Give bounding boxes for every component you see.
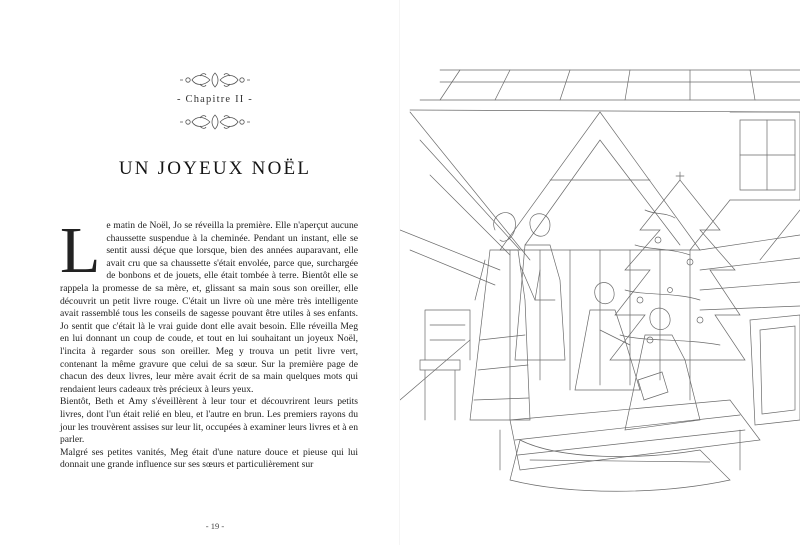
paragraph-1	[60, 214, 358, 396]
rafter-left	[410, 112, 530, 260]
paragraph-2: Bientôt, Beth et Amy s'éveillèrent à leur tour et découvrirent leurs petits livres, dont l'un était relié en bleu, et l'autre en brun. Les premiers rayons du jour les trouvèrent assises sur leur lit, occupées à examiner leurs livres et à en parler.	[60, 396, 358, 446]
chapter-body	[60, 214, 358, 472]
cabinet	[750, 315, 800, 425]
top-ornament-icon	[180, 70, 250, 90]
paragraph-1-text: e matin de Noël, Jo se réveilla la première. Elle n'aperçut aucune chaussette suspendue à la cheminée. Pendant un instant, elle se sentit aussi déçue que lorsque, bien des années auparavant, elle avait cru que sa chaussette s'était envolée, parce que, surchargée de bonbons et de jouets, elle était tombée à terre. Bientôt elle se rappela la promesse de sa mère, et, glissant sa main sous son oreiller, elle découvrit un petit livre rouge. C'était un livre où une mère très intelligente avait rassemblé tous les conseils de sagesse pouvant être utiles à ses enfants. Jo sentit que c'était là le vrai guide dont elle avait besoin. Elle réveilla Meg en lui donnant un coup de coude, et tout en lui souhaitant un joyeux Noël, l'incita à regarder sous son oreiller. Meg y trouva un petit livre vert, contenant la même gravure que celui de sa sœur. Sur la première page de chacun des deux livres, leur mère avait écrit de sa main quelques mots qui rendaient leurs cadeaux très précieux à leurs yeux.	[60, 220, 358, 395]
girl-seated-1	[595, 283, 614, 304]
chapter-label: - Chapitre II -	[176, 94, 254, 105]
right-page	[400, 0, 800, 545]
chapter-title: UN JOYEUX NOËL	[118, 158, 312, 179]
drop-cap: L	[60, 214, 101, 287]
attic-window	[730, 112, 800, 200]
girl-standing-1	[494, 213, 516, 242]
gable-frame	[500, 112, 700, 250]
bottom-ornament-icon	[180, 112, 250, 132]
illustration-attic-christmas	[400, 0, 800, 545]
illustration-drawing	[400, 0, 800, 545]
page-number: - 19 -	[205, 521, 225, 531]
paragraph-3: Malgré ses petites vanités, Meg était d'une nature douce et pieuse qui lui donnait une grande influence sur ses sœurs et particulièrement sur	[60, 446, 358, 471]
girl-standing-2	[530, 214, 550, 237]
bed	[510, 400, 760, 470]
